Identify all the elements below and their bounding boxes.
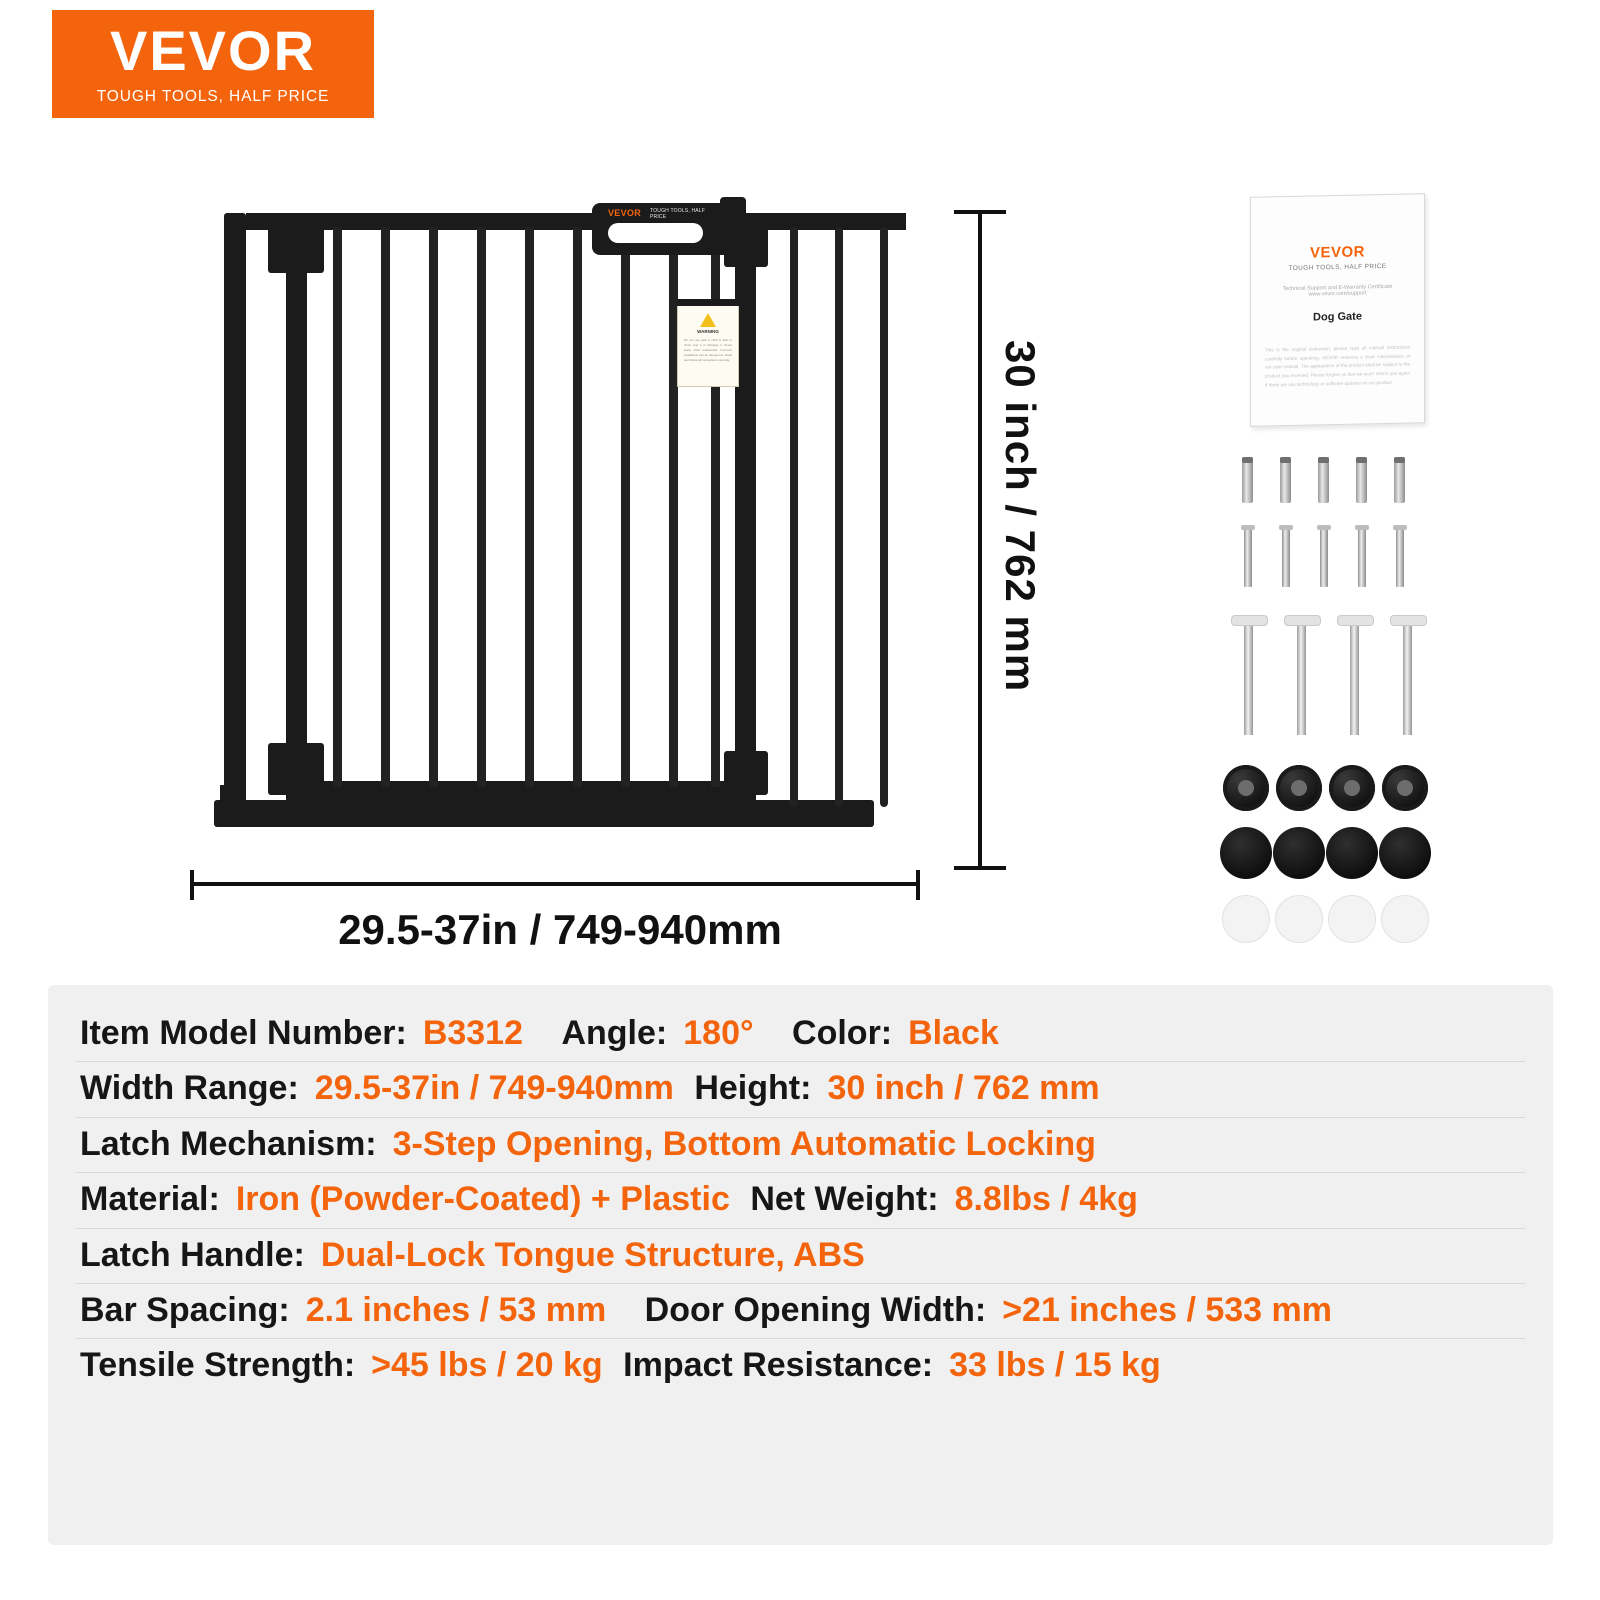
- spec-value: 3-Step Opening, Bottom Automatic Locking: [392, 1124, 1096, 1163]
- spec-key: Latch Handle:: [80, 1235, 305, 1274]
- height-dimension-cap-top: [954, 210, 1006, 214]
- height-dimension-label: 30 inch / 762 mm: [997, 340, 1044, 693]
- threaded-bolt: [1244, 615, 1253, 735]
- spec-value: 30 inch / 762 mm: [827, 1069, 1100, 1108]
- gate-hinge-post: [286, 213, 307, 803]
- gate-bottom-rail: [290, 781, 750, 800]
- spec-key: Impact Resistance:: [623, 1346, 934, 1385]
- gate-slat: [621, 227, 630, 787]
- extension-slat: [880, 227, 888, 807]
- warning-triangle-icon: [700, 313, 716, 327]
- screw: [1320, 525, 1328, 587]
- wall-anchor: [1318, 457, 1329, 503]
- vevor-logo: [52, 10, 374, 118]
- spec-value: 29.5-37in / 749-940mm: [314, 1069, 674, 1108]
- gate-slat: [333, 227, 342, 787]
- brand-name: VEVOR: [109, 18, 317, 82]
- warning-text: Do not use gate if child is able to climb over it or dislodge it. Never leave child unattended. Incorrect installation can be dangerous. Read and follow all instructions carefully.: [684, 338, 732, 363]
- wall-anchor: [1394, 457, 1405, 503]
- spec-value: >21 inches / 533 mm: [1002, 1290, 1332, 1329]
- threaded-bolt: [1297, 615, 1306, 735]
- gate-hinge-block-bottom: [268, 743, 324, 795]
- width-dimension-label: 29.5-37in / 749-940mm: [338, 906, 782, 953]
- threaded-bolt: [1350, 615, 1359, 735]
- height-dimension-line: [978, 210, 982, 870]
- spec-key: Latch Mechanism:: [80, 1124, 377, 1163]
- spec-value: Iron (Powder-Coated) + Plastic: [235, 1180, 730, 1219]
- threaded-bolt: [1403, 615, 1412, 735]
- gate-slat: [429, 227, 438, 787]
- gate-left-post: [224, 213, 246, 813]
- manual-brand: VEVOR: [1309, 243, 1365, 262]
- manual-body: This is the original instruction, please read all manual instructions carefully before operating. VEVOR reserves a clear interpretation of our user manual. The appearance of the product shall be subject to the product you received. Please forgive us that we won't inform you again if there are any technology or software updates on our product.: [1265, 344, 1410, 388]
- knob-nut: [1329, 765, 1375, 811]
- spec-value: 8.8lbs / 4kg: [954, 1180, 1138, 1219]
- gate-base-bar: [214, 800, 874, 827]
- gate-slat: [477, 227, 486, 787]
- gate-slat: [525, 227, 534, 787]
- manual-subline: Technical Support and E-Warranty Certificate www.vevor.com/support: [1282, 283, 1393, 298]
- spec-value: 180°: [683, 1014, 754, 1052]
- spec-key: Item Model Number:: [80, 1014, 407, 1052]
- wall-pad: [1328, 895, 1376, 943]
- spec-row: [76, 1062, 1525, 1117]
- rubber-cup: [1326, 827, 1378, 879]
- spec-key: Bar Spacing:: [80, 1290, 290, 1329]
- knob-nut: [1382, 765, 1428, 811]
- rubber-cup: [1379, 827, 1431, 879]
- manual-tagline: TOUGH TOOLS, HALF PRICE: [1288, 262, 1387, 273]
- spec-key: Angle:: [561, 1014, 668, 1052]
- spec-value: 2.1 inches / 53 mm: [305, 1290, 607, 1329]
- dog-gate-graphic: [190, 195, 930, 855]
- wall-pad: [1381, 895, 1429, 943]
- extension-slat: [790, 227, 798, 807]
- spec-key: Color:: [792, 1014, 893, 1052]
- knob-nut: [1276, 765, 1322, 811]
- warning-label-clip: [677, 299, 739, 306]
- specification-table: [48, 985, 1553, 1545]
- wall-anchor: [1356, 457, 1367, 503]
- accessories-panel: [1200, 195, 1560, 895]
- spec-row: [76, 1229, 1525, 1284]
- instruction-manual: [1250, 193, 1425, 427]
- width-dimension: [180, 870, 940, 960]
- spec-value: Black: [908, 1014, 999, 1052]
- wall-anchor: [1242, 457, 1253, 503]
- manual-title: Dog Gate: [1313, 310, 1362, 324]
- screw: [1282, 525, 1290, 587]
- spec-value: 33 lbs / 15 kg: [949, 1346, 1161, 1385]
- gate-latch-block-bottom: [724, 751, 768, 795]
- spec-row: [76, 1284, 1525, 1339]
- screw: [1396, 525, 1404, 587]
- spec-row: [76, 1173, 1525, 1228]
- warning-label: [677, 305, 739, 387]
- wall-pad: [1222, 895, 1270, 943]
- spec-key: Net Weight:: [750, 1180, 939, 1219]
- gate-slat: [573, 227, 582, 787]
- width-dimension-cap-right: [916, 870, 920, 900]
- spec-value: >45 lbs / 20 kg: [371, 1346, 603, 1385]
- knob-nut: [1223, 765, 1269, 811]
- spec-key: Material:: [80, 1180, 220, 1219]
- rubber-cup: [1220, 827, 1272, 879]
- spec-key: Tensile Strength:: [80, 1346, 356, 1385]
- spec-row: [76, 1007, 1525, 1062]
- wall-anchor: [1280, 457, 1291, 503]
- wall-pad: [1275, 895, 1323, 943]
- latch-handle-button: [720, 197, 746, 223]
- spec-key: Height:: [694, 1069, 812, 1108]
- screw: [1358, 525, 1366, 587]
- spec-value: B3312: [422, 1014, 524, 1052]
- height-dimension-cap-bottom: [954, 866, 1006, 870]
- spec-value: Dual-Lock Tongue Structure, ABS: [320, 1235, 865, 1274]
- width-dimension-line: [190, 882, 920, 886]
- warning-title: WARNING: [697, 329, 719, 334]
- latch-handle-cutout: [608, 223, 703, 243]
- spec-row: [76, 1118, 1525, 1173]
- screw: [1244, 525, 1252, 587]
- spec-key: Door Opening Width:: [644, 1290, 987, 1329]
- spec-row: [76, 1339, 1525, 1393]
- extension-slat: [835, 227, 843, 807]
- product-illustration: [150, 170, 1044, 953]
- latch-handle-tagline: TOUGH TOOLS, HALF PRICE: [650, 208, 706, 220]
- height-dimension: [910, 190, 1060, 880]
- brand-tagline: TOUGH TOOLS, HALF PRICE: [96, 87, 330, 105]
- width-dimension-cap-left: [190, 870, 194, 900]
- spec-key: Width Range:: [80, 1069, 299, 1108]
- rubber-cup: [1273, 827, 1325, 879]
- gate-hinge-block-top: [268, 215, 324, 273]
- gate-slat: [381, 227, 390, 787]
- latch-handle-brand: VEVOR: [608, 208, 642, 218]
